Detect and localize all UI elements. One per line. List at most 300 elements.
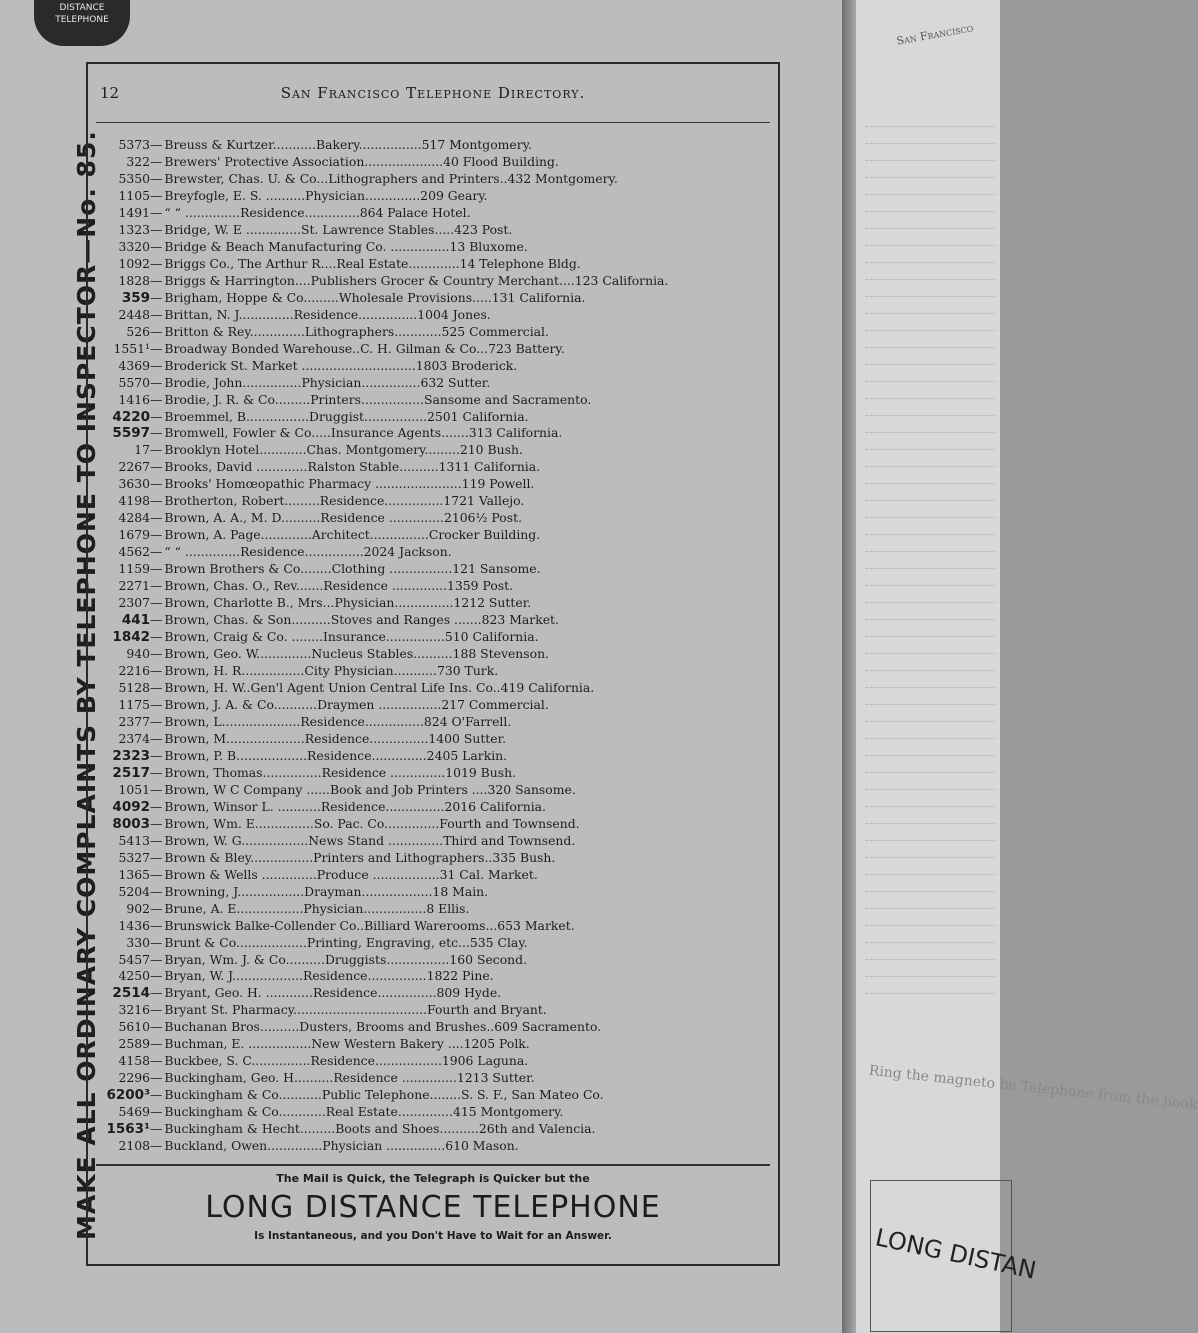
entry-number: 2514: [112, 985, 150, 1002]
entry-number: 5597: [112, 425, 150, 442]
directory-entry: [102, 577, 776, 594]
directory-entry: [102, 713, 776, 730]
facing-page-line: [866, 773, 996, 790]
entry-dash: —: [150, 612, 163, 628]
entry-dash: —: [150, 696, 163, 712]
entry-text: Brewers' Protective Association....................40 Flood Building.: [164, 153, 559, 169]
facing-page-line: [866, 433, 996, 450]
directory-entry: [102, 357, 776, 374]
ad-line-1: The Mail is Quick, the Telegraph is Quicker but the: [276, 1172, 590, 1185]
facing-page-line: [866, 110, 996, 127]
entry-text: Bryant, Geo. H. ............Residence...............809 Hyde.: [164, 985, 502, 1001]
directory-entry: [102, 1103, 776, 1120]
facing-page-line: [866, 484, 996, 501]
directory-entry: [102, 272, 776, 289]
entry-text: Buckingham & Co............Real Estate..............415 Montgomery.: [164, 1104, 564, 1120]
directory-frame: [86, 62, 780, 1266]
facing-page-line: [866, 824, 996, 841]
directory-entry: [102, 883, 776, 900]
entry-number: 1563¹: [106, 1121, 150, 1138]
entry-dash: —: [150, 1053, 163, 1069]
book-gutter: [842, 0, 856, 1333]
entry-dash: —: [150, 425, 163, 441]
entry-dash: —: [150, 713, 163, 729]
entry-dash: —: [150, 985, 163, 1001]
entry-number: 2271: [118, 578, 150, 594]
entry-number: 5327: [118, 849, 150, 865]
directory-entry: [102, 832, 776, 849]
entry-text: Brodie, J. R. & Co.........Printers................Sansome and Sacramento.: [164, 391, 592, 407]
entry-text: Brooks' Homœopathic Pharmacy ......................119 Powell.: [164, 476, 535, 492]
entry-dash: —: [150, 1070, 163, 1086]
entry-dash: —: [150, 238, 163, 254]
entry-number: 2448: [118, 306, 150, 322]
entry-dash: —: [150, 459, 163, 475]
badge-line-2: TELEPHONE: [55, 15, 109, 25]
entry-text: Brown, Geo. W..............Nucleus Stables..........188 Stevenson.: [164, 646, 550, 662]
facing-page-line: [866, 416, 996, 433]
entry-text: Brown, H. W..Gen'l Agent Union Central Life Ins. Co..419 California.: [164, 680, 595, 695]
entry-number: 2307: [118, 595, 150, 611]
directory-entry: [102, 984, 776, 1001]
facing-page-header: San Francisco: [895, 21, 975, 48]
entry-dash: —: [150, 340, 163, 356]
directory-entry: [102, 408, 776, 425]
entry-text: Brown, J. A. & Co...........Draymen ................217 Commercial.: [164, 696, 549, 712]
entry-text: Brown & Bley................Printers and Lithographers..335 Bush.: [164, 849, 556, 865]
facing-page-line: [866, 960, 996, 977]
directory-entry: [102, 764, 776, 781]
facing-page-line: [866, 620, 996, 637]
entry-dash: —: [150, 595, 163, 611]
entry-dash: —: [150, 442, 163, 458]
facing-page-line: [866, 348, 996, 365]
directory-entry: [102, 153, 776, 170]
facing-page-line: [866, 450, 996, 467]
directory-entry: [102, 170, 776, 187]
directory-entry: [102, 424, 776, 441]
ad-line-3: Is Instantaneous, and you Don't Have to Wait for an Answer.: [254, 1230, 612, 1242]
entry-number: 5570: [118, 374, 150, 390]
entry-dash: —: [150, 849, 163, 865]
ad-headline: LONG DISTANCE TELEPHONE: [205, 1190, 661, 1225]
entry-dash: —: [150, 900, 163, 916]
facing-page-line: [866, 654, 996, 671]
entry-dash: —: [150, 561, 163, 577]
entry-dash: —: [150, 408, 163, 424]
entry-number: 5413: [118, 832, 150, 848]
entry-text: Brittan, N. J..............Residence...............1004 Jones.: [164, 306, 491, 322]
ad-rule: [96, 1164, 770, 1166]
entry-text: Brown, M....................Residence...............1400 Sutter.: [164, 730, 507, 746]
facing-page-line: [866, 535, 996, 552]
facing-page-line: [866, 875, 996, 892]
facing-page-line: [866, 501, 996, 518]
entry-number: 1551¹: [113, 340, 150, 356]
directory-entry: [102, 526, 776, 543]
facing-page-ad: LONG DISTAN: [872, 1223, 1039, 1285]
entry-dash: —: [150, 527, 163, 543]
page-number: 12: [100, 84, 120, 102]
directory-entry: [102, 866, 776, 883]
facing-page-line: [866, 790, 996, 807]
side-notice: MAKE ALL ORDINARY COMPLAINTS BY TELEPHONE TO INSPECTOR—No. 85.: [72, 130, 101, 1240]
entry-text: Brown, L....................Residence...............824 O'Farrell.: [164, 713, 512, 729]
directory-entry: [102, 306, 776, 323]
entry-dash: —: [150, 1036, 163, 1052]
directory-entry: [102, 849, 776, 866]
entry-number: 1416: [118, 391, 150, 407]
entry-text: Brown, W. G.................News Stand ..............Third and Townsend.: [164, 832, 576, 848]
facing-page-line: [866, 756, 996, 773]
entry-dash: —: [150, 680, 163, 695]
entry-text: Brown Brothers & Co........Clothing ................121 Sansome.: [164, 561, 541, 577]
entry-dash: —: [150, 137, 163, 152]
entry-dash: —: [150, 764, 163, 780]
entry-number: 2216: [118, 663, 150, 679]
entry-dash: —: [150, 391, 163, 407]
entry-text: Brodie, John...............Physician...............632 Sutter.: [164, 374, 491, 390]
entry-text: Brown, Thomas...............Residence ..............1019 Bush.: [164, 764, 517, 780]
entry-dash: —: [150, 832, 163, 848]
entry-text: Buckbee, S. C...............Residence.................1906 Laguna.: [164, 1053, 529, 1069]
directory-entry: [102, 221, 776, 238]
facing-page-line: [866, 892, 996, 909]
facing-page-line: [866, 263, 996, 280]
directory-entry: [102, 781, 776, 798]
entry-text: Brewster, Chas. U. & Co...Lithographers and Printers..432 Montgomery.: [164, 170, 618, 186]
directory-entry: [102, 747, 776, 764]
entry-number: 3320: [118, 238, 150, 254]
directory-entries: [102, 136, 776, 1154]
entry-text: Buckland, Owen..............Physician ...............610 Mason.: [164, 1138, 519, 1154]
facing-page-line: [866, 127, 996, 144]
entry-text: Brown, Craig & Co. ........Insurance...............510 California.: [164, 629, 539, 645]
entry-dash: —: [150, 798, 163, 814]
facing-page-line: [866, 552, 996, 569]
entry-text: Brunswick Balke-Collender Co..Billiard Warerooms...653 Market.: [164, 917, 575, 933]
directory-entry: [102, 696, 776, 713]
entry-text: Brotherton, Robert.........Residence...............1721 Vallejo.: [164, 493, 525, 509]
facing-page-line: [866, 178, 996, 195]
entry-number: 4198: [118, 493, 150, 509]
entry-text: Brooklyn Hotel............Chas. Montgomery.........210 Bush.: [164, 442, 523, 458]
directory-entry: [102, 238, 776, 255]
directory-entry: [102, 340, 776, 357]
facing-page-line: [866, 212, 996, 229]
entry-number: 2267: [118, 459, 150, 475]
directory-entry: [102, 679, 776, 696]
facing-page-line: [866, 943, 996, 960]
facing-page-line: [866, 603, 996, 620]
entry-number: 5373: [118, 137, 150, 152]
badge-line-1: DISTANCE: [59, 3, 105, 13]
entry-number: 3216: [118, 1002, 150, 1018]
facing-page-line: [866, 280, 996, 297]
facing-page-line: [866, 807, 996, 824]
entry-number: 2323: [112, 747, 150, 764]
entry-dash: —: [150, 357, 163, 373]
facing-page-line: [866, 586, 996, 603]
entry-dash: —: [150, 663, 163, 679]
entry-dash: —: [150, 306, 163, 322]
entry-number: 4284: [118, 510, 150, 526]
facing-page-line: [866, 365, 996, 382]
directory-entry: [102, 1001, 776, 1018]
facing-page-line: [866, 926, 996, 943]
directory-entry: [102, 391, 776, 408]
entry-dash: —: [150, 866, 163, 882]
entry-text: Buckingham & Co...........Public Telephone........S. S. F., San Mateo Co.: [164, 1087, 604, 1103]
entry-text: Brown, Charlotte B., Mrs...Physician...............1212 Sutter.: [164, 595, 532, 611]
entry-number: 5204: [118, 883, 150, 899]
entry-number: 441: [121, 612, 150, 629]
entry-dash: —: [150, 629, 163, 645]
entry-number: 4562: [118, 544, 150, 560]
entry-text: Bryan, Wm. J. & Co..........Druggists................160 Second.: [164, 951, 528, 967]
entry-dash: —: [150, 578, 163, 594]
entry-dash: —: [150, 968, 163, 984]
directory-entry: [102, 374, 776, 391]
entry-text: “ “ ..............Residence...............2024 Jackson.: [164, 544, 452, 560]
entry-text: Bryan, W. J..................Residence...............1822 Pine.: [164, 968, 494, 984]
entry-dash: —: [150, 204, 163, 220]
entry-number: 4158: [118, 1053, 150, 1069]
entry-text: Brown, Chas. O., Rev.......Residence ..............1359 Post.: [164, 578, 514, 594]
facing-page-line: [866, 705, 996, 722]
entry-text: Brown, A. A., M. D..........Residence ..............2106½ Post.: [164, 510, 523, 526]
entry-dash: —: [150, 1138, 163, 1154]
entry-number: 1828: [118, 272, 150, 288]
entry-dash: —: [150, 221, 163, 237]
entry-number: 5128: [118, 680, 150, 695]
facing-page-line: [866, 722, 996, 739]
facing-page-line: [866, 858, 996, 875]
directory-entry: [102, 1018, 776, 1035]
facing-page-lines: [866, 110, 996, 994]
directory-entry: [102, 136, 776, 153]
entry-text: Brune, A. E.................Physician................8 Ellis.: [164, 900, 470, 916]
entry-number: 5469: [118, 1104, 150, 1120]
directory-entry: [102, 967, 776, 984]
entry-dash: —: [150, 646, 163, 662]
entry-dash: —: [150, 815, 163, 831]
facing-page-line: [866, 909, 996, 926]
entry-number: 17: [134, 442, 150, 458]
entry-number: 1365: [118, 866, 150, 882]
directory-entry: [102, 594, 776, 611]
entry-number: 1323: [118, 221, 150, 237]
entry-text: Buckingham & Hecht.........Boots and Shoes..........26th and Valencia.: [164, 1121, 596, 1137]
entry-text: Brooks, David .............Ralston Stable..........1311 California.: [164, 459, 541, 475]
entry-text: Breuss & Kurtzer...........Bakery................517 Montgomery.: [164, 137, 532, 152]
entry-text: Briggs Co., The Arthur R....Real Estate.............14 Telephone Bldg.: [164, 255, 581, 271]
directory-entry: [102, 645, 776, 662]
entry-text: Bromwell, Fowler & Co.....Insurance Agents.......313 California.: [164, 425, 563, 441]
entry-dash: —: [150, 323, 163, 339]
entry-dash: —: [150, 153, 163, 169]
entry-text: Brown, Winsor L. ...........Residence...............2016 California.: [164, 798, 546, 814]
entry-dash: —: [150, 187, 163, 203]
entry-number: 2108: [118, 1138, 150, 1154]
directory-entry: [102, 934, 776, 951]
directory-entry: [102, 441, 776, 458]
telephone-bell-badge: [34, 0, 130, 46]
directory-entry: [102, 662, 776, 679]
facing-page-line: [866, 331, 996, 348]
entry-dash: —: [150, 934, 163, 950]
facing-page-line: [866, 467, 996, 484]
entry-text: Bridge, W. E ..............St. Lawrence Stables.....423 Post.: [164, 221, 513, 237]
directory-entry: [102, 917, 776, 934]
facing-page: [856, 0, 1198, 1333]
facing-page-line: [866, 671, 996, 688]
entry-number: 4250: [118, 968, 150, 984]
entry-number: 1679: [118, 527, 150, 543]
entry-dash: —: [150, 951, 163, 967]
directory-entry: [102, 204, 776, 221]
entry-text: Broadway Bonded Warehouse..C. H. Gilman & Co...723 Battery.: [164, 340, 565, 356]
facing-page-line: [866, 314, 996, 331]
entry-number: 526: [126, 323, 150, 339]
facing-page-line: [866, 841, 996, 858]
facing-page-line: [866, 195, 996, 212]
entry-number: 5457: [118, 951, 150, 967]
entry-number: 940: [126, 646, 150, 662]
entry-dash: —: [150, 170, 163, 186]
directory-entry: [102, 1086, 776, 1103]
facing-page-line: [866, 297, 996, 314]
directory-entry: [102, 475, 776, 492]
entry-number: 2296: [118, 1070, 150, 1086]
entry-number: 330: [126, 934, 150, 950]
entry-number: 1842: [112, 629, 150, 646]
entry-number: 2589: [118, 1036, 150, 1052]
facing-page-line: [866, 739, 996, 756]
entry-dash: —: [150, 272, 163, 288]
entry-number: 8003: [112, 815, 150, 832]
directory-entry: [102, 1120, 776, 1137]
entry-number: 5610: [118, 1019, 150, 1035]
directory-entry: [102, 560, 776, 577]
entry-number: 359: [121, 289, 150, 306]
facing-page-line: [866, 246, 996, 263]
directory-entry: [102, 543, 776, 560]
entry-number: 902: [126, 900, 150, 916]
entry-number: 4220: [112, 408, 150, 425]
entry-dash: —: [150, 493, 163, 509]
header-rule: [96, 122, 770, 123]
entry-dash: —: [150, 747, 163, 763]
entry-dash: —: [150, 255, 163, 271]
entry-number: 3630: [118, 476, 150, 492]
entry-text: Bryant St. Pharmacy..................................Fourth and Bryant.: [164, 1002, 547, 1018]
entry-text: Breyfogle, E. S. ..........Physician..............209 Geary.: [164, 187, 488, 203]
directory-entry: [102, 289, 776, 306]
directory-entry: [102, 815, 776, 832]
entry-text: “ “ ..............Residence..............864 Palace Hotel.: [164, 204, 471, 220]
entry-text: Bridge & Beach Manufacturing Co. ...............13 Bluxome.: [164, 238, 528, 254]
directory-entry: [102, 255, 776, 272]
entry-dash: —: [150, 730, 163, 746]
directory-entry: [102, 1052, 776, 1069]
entry-number: 2374: [118, 730, 150, 746]
entry-number: 1436: [118, 917, 150, 933]
facing-page-faint-text: Ring the magneto be Telephone from the hook: [868, 1062, 1198, 1114]
facing-page-line: [866, 688, 996, 705]
directory-entry: [102, 492, 776, 509]
entry-text: Britton & Rey..............Lithographers............525 Commercial.: [164, 323, 549, 339]
entry-text: Broderick St. Market .............................1803 Broderick.: [164, 357, 518, 373]
facing-page-line: [866, 229, 996, 246]
entry-number: 4092: [112, 798, 150, 815]
entry-dash: —: [150, 1002, 163, 1018]
directory-entry: [102, 798, 776, 815]
facing-page-line: [866, 161, 996, 178]
facing-page-line: [866, 382, 996, 399]
directory-entry: [102, 611, 776, 628]
page-header: San Francisco Telephone Directory.: [280, 84, 586, 102]
facing-page-line: [866, 399, 996, 416]
entry-text: Brown, Wm. E...............So. Pac. Co..............Fourth and Townsend.: [164, 815, 580, 831]
entry-dash: —: [150, 476, 163, 492]
entry-text: Broemmel, B................Druggist................2501 California.: [164, 408, 529, 424]
entry-number: 1105: [118, 187, 150, 203]
entry-dash: —: [150, 1121, 163, 1137]
entry-dash: —: [150, 883, 163, 899]
entry-text: Brunt & Co..................Printing, Engraving, etc...535 Clay.: [164, 934, 528, 950]
entry-dash: —: [150, 289, 163, 305]
entry-text: Brown & Wells ..............Produce .................31 Cal. Market.: [164, 866, 538, 882]
entry-text: Brown, P. B..................Residence..............2405 Larkin.: [164, 747, 508, 763]
entry-number: 5350: [118, 170, 150, 186]
facing-page-line: [866, 518, 996, 535]
entry-text: Brown, Chas. & Son..........Stoves and Ranges .......823 Market.: [164, 612, 559, 628]
facing-page-line: [866, 144, 996, 161]
entry-number: 1051: [118, 781, 150, 797]
entry-number: 1175: [118, 696, 150, 712]
directory-entry: [102, 951, 776, 968]
entry-text: Brown, H. R................City Physician...........730 Turk.: [164, 663, 499, 679]
directory-entry: [102, 458, 776, 475]
directory-entry: [102, 1035, 776, 1052]
facing-page-line: [866, 569, 996, 586]
entry-dash: —: [150, 1087, 163, 1103]
directory-entry: [102, 900, 776, 917]
entry-number: 1092: [118, 255, 150, 271]
directory-entry: [102, 1069, 776, 1086]
entry-text: Brown, A. Page.............Architect...............Crocker Building.: [164, 527, 541, 543]
entry-text: Buchanan Bros..........Dusters, Brooms and Brushes..609 Sacramento.: [164, 1019, 602, 1035]
facing-page-line: [866, 637, 996, 654]
entry-text: Briggs & Harrington....Publishers Grocer & Country Merchant....123 California.: [164, 272, 669, 288]
entry-number: 6200³: [106, 1087, 150, 1104]
entry-number: 1159: [118, 561, 150, 577]
entry-dash: —: [150, 917, 163, 933]
entry-number: 2517: [112, 764, 150, 781]
entry-dash: —: [150, 544, 163, 560]
directory-entry: [102, 1137, 776, 1154]
entry-dash: —: [150, 1019, 163, 1035]
directory-entry: [102, 323, 776, 340]
entry-number: 1491: [118, 204, 150, 220]
directory-entry: [102, 730, 776, 747]
entry-number: 4369: [118, 357, 150, 373]
entry-text: Buchman, E. ................New Western Bakery ....1205 Polk.: [164, 1036, 530, 1052]
entry-number: 2377: [118, 713, 150, 729]
entry-dash: —: [150, 781, 163, 797]
directory-entry: [102, 509, 776, 526]
